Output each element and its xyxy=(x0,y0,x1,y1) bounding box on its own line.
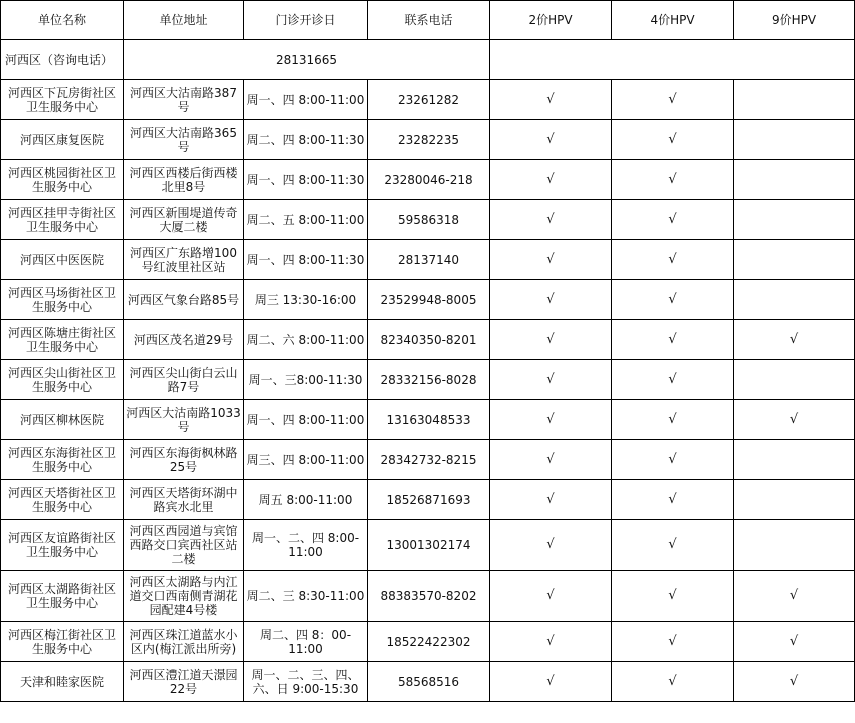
header-hpv4: 4价HPV xyxy=(612,1,734,40)
hpv9-cell xyxy=(734,520,855,571)
table-row xyxy=(1,200,855,240)
hpv2-cell: √ xyxy=(490,320,612,360)
hpv4-cell: √ xyxy=(612,360,734,400)
unit-address-cell: 河西区东海街枫林路25号 xyxy=(124,440,244,480)
unit-name-cell: 河西区梅江街社区卫生服务中心 xyxy=(1,622,124,662)
phone-cell: 58568516 xyxy=(368,662,490,702)
phone-cell: 28332156-8028 xyxy=(368,360,490,400)
clinic-days-cell: 周一、四 8:00-11:30 xyxy=(244,240,368,280)
hpv9-cell xyxy=(734,80,855,120)
table-row xyxy=(1,360,855,400)
table-row xyxy=(1,571,855,622)
hpv9-cell xyxy=(734,280,855,320)
hpv9-cell xyxy=(734,480,855,520)
table-row xyxy=(1,440,855,480)
unit-name-cell: 河西区中医医院 xyxy=(1,240,124,280)
district-row xyxy=(1,40,855,80)
hpv4-cell: √ xyxy=(612,400,734,440)
hpv2-cell: √ xyxy=(490,400,612,440)
hpv9-cell xyxy=(734,240,855,280)
unit-address-cell: 河西区尖山街白云山路7号 xyxy=(124,360,244,400)
hpv2-cell: √ xyxy=(490,80,612,120)
unit-name-cell: 河西区康复医院 xyxy=(1,120,124,160)
unit-address-cell: 河西区天塔街环湖中路宾水北里 xyxy=(124,480,244,520)
hpv2-cell: √ xyxy=(490,480,612,520)
table-row xyxy=(1,480,855,520)
unit-name-cell: 河西区天塔街社区卫生服务中心 xyxy=(1,480,124,520)
clinic-days-cell: 周二、三 8:30-11:00 xyxy=(244,571,368,622)
hpv4-cell: √ xyxy=(612,200,734,240)
unit-address-cell: 河西区大沽南路1033号 xyxy=(124,400,244,440)
phone-cell: 23261282 xyxy=(368,80,490,120)
clinic-days-cell: 周一、三8:00-11:30 xyxy=(244,360,368,400)
hpv2-cell: √ xyxy=(490,440,612,480)
header-row xyxy=(1,1,855,40)
hpv4-cell: √ xyxy=(612,280,734,320)
unit-name-cell: 河西区马场街社区卫生服务中心 xyxy=(1,280,124,320)
unit-address-cell: 河西区太湖路与内江道交口西南侧青湖花园配建4号楼 xyxy=(124,571,244,622)
table-row xyxy=(1,240,855,280)
phone-cell: 28137140 xyxy=(368,240,490,280)
clinic-days-cell: 周五 8:00-11:00 xyxy=(244,480,368,520)
unit-name-cell: 河西区东海街社区卫生服务中心 xyxy=(1,440,124,480)
hpv9-cell xyxy=(734,360,855,400)
hpv4-cell: √ xyxy=(612,480,734,520)
phone-cell: 23529948-8005 xyxy=(368,280,490,320)
table-row xyxy=(1,160,855,200)
unit-address-cell: 河西区广东路增100号红波里社区站 xyxy=(124,240,244,280)
hpv4-cell: √ xyxy=(612,662,734,702)
hpv4-cell: √ xyxy=(612,571,734,622)
hpv2-cell: √ xyxy=(490,120,612,160)
hpv9-cell xyxy=(734,120,855,160)
district-name: 河西区（咨询电话） xyxy=(1,40,124,80)
clinic-days-cell: 周二、五 8:00-11:00 xyxy=(244,200,368,240)
unit-name-cell: 河西区太湖路街社区卫生服务中心 xyxy=(1,571,124,622)
hpv9-cell: √ xyxy=(734,320,855,360)
unit-address-cell: 河西区西楼后街西楼北里8号 xyxy=(124,160,244,200)
hpv2-cell: √ xyxy=(490,520,612,571)
table-row xyxy=(1,280,855,320)
hpv9-cell: √ xyxy=(734,622,855,662)
unit-address-cell: 河西区大沽南路365号 xyxy=(124,120,244,160)
hpv2-cell: √ xyxy=(490,360,612,400)
hpv2-cell: √ xyxy=(490,280,612,320)
clinic-days-cell: 周一、二、四 8:00-11:00 xyxy=(244,520,368,571)
hpv2-cell: √ xyxy=(490,662,612,702)
table-row xyxy=(1,400,855,440)
unit-address-cell: 河西区澧江道天澋园22号 xyxy=(124,662,244,702)
hpv9-cell xyxy=(734,440,855,480)
unit-name-cell: 河西区下瓦房街社区卫生服务中心 xyxy=(1,80,124,120)
unit-address-cell: 河西区珠江道蓝水小区内(梅江派出所旁) xyxy=(124,622,244,662)
clinic-days-cell: 周二、四 8：00-11:00 xyxy=(244,622,368,662)
phone-cell: 28342732-8215 xyxy=(368,440,490,480)
phone-cell: 59586318 xyxy=(368,200,490,240)
phone-cell: 18526871693 xyxy=(368,480,490,520)
unit-name-cell: 天津和睦家医院 xyxy=(1,662,124,702)
header-unit-name: 单位名称 xyxy=(1,1,124,40)
phone-cell: 13001302174 xyxy=(368,520,490,571)
header-hpv2: 2价HPV xyxy=(490,1,612,40)
table-row xyxy=(1,520,855,571)
phone-cell: 13163048533 xyxy=(368,400,490,440)
unit-address-cell: 河西区新围堤道传奇大厦二楼 xyxy=(124,200,244,240)
clinic-days-cell: 周一、二、三、四、六、日 9:00-15:30 xyxy=(244,662,368,702)
hpv4-cell: √ xyxy=(612,440,734,480)
unit-name-cell: 河西区柳林医院 xyxy=(1,400,124,440)
hpv9-cell: √ xyxy=(734,571,855,622)
hpv2-cell: √ xyxy=(490,240,612,280)
clinic-days-cell: 周一、四 8:00-11:00 xyxy=(244,80,368,120)
hpv9-cell: √ xyxy=(734,400,855,440)
clinic-days-cell: 周一、四 8:00-11:30 xyxy=(244,160,368,200)
unit-name-cell: 河西区桃园街社区卫生服务中心 xyxy=(1,160,124,200)
header-phone: 联系电话 xyxy=(368,1,490,40)
hpv2-cell: √ xyxy=(490,571,612,622)
unit-name-cell: 河西区友谊路街社区卫生服务中心 xyxy=(1,520,124,571)
table-row xyxy=(1,320,855,360)
hpv4-cell: √ xyxy=(612,240,734,280)
district-phone: 28131665 xyxy=(124,40,490,80)
table-row xyxy=(1,662,855,702)
phone-cell: 88383570-8202 xyxy=(368,571,490,622)
header-unit-address: 单位地址 xyxy=(124,1,244,40)
unit-name-cell: 河西区挂甲寺街社区卫生服务中心 xyxy=(1,200,124,240)
hpv9-cell xyxy=(734,200,855,240)
clinic-days-cell: 周三、四 8:00-11:00 xyxy=(244,440,368,480)
hpv9-cell xyxy=(734,160,855,200)
clinic-days-cell: 周二、六 8:00-11:00 xyxy=(244,320,368,360)
hpv4-cell: √ xyxy=(612,622,734,662)
hpv2-cell: √ xyxy=(490,200,612,240)
unit-name-cell: 河西区陈塘庄街社区卫生服务中心 xyxy=(1,320,124,360)
phone-cell: 23282235 xyxy=(368,120,490,160)
unit-address-cell: 河西区茂名道29号 xyxy=(124,320,244,360)
clinic-days-cell: 周一、四 8:00-11:00 xyxy=(244,400,368,440)
table-row xyxy=(1,80,855,120)
phone-cell: 82340350-8201 xyxy=(368,320,490,360)
clinic-days-cell: 周二、四 8:00-11:30 xyxy=(244,120,368,160)
hpv9-cell: √ xyxy=(734,662,855,702)
district-empty xyxy=(490,40,855,80)
header-clinic-days: 门诊开诊日 xyxy=(244,1,368,40)
phone-cell: 18522422302 xyxy=(368,622,490,662)
unit-address-cell: 河西区气象台路85号 xyxy=(124,280,244,320)
hpv2-cell: √ xyxy=(490,622,612,662)
unit-address-cell: 河西区西园道与宾馆西路交口宾西社区站二楼 xyxy=(124,520,244,571)
hpv4-cell: √ xyxy=(612,520,734,571)
hpv4-cell: √ xyxy=(612,120,734,160)
table-row xyxy=(1,622,855,662)
hpv4-cell: √ xyxy=(612,80,734,120)
unit-address-cell: 河西区大沽南路387号 xyxy=(124,80,244,120)
header-hpv9: 9价HPV xyxy=(734,1,855,40)
hpv4-cell: √ xyxy=(612,320,734,360)
unit-name-cell: 河西区尖山街社区卫生服务中心 xyxy=(1,360,124,400)
table-row xyxy=(1,120,855,160)
hpv4-cell: √ xyxy=(612,160,734,200)
clinic-days-cell: 周三 13:30-16:00 xyxy=(244,280,368,320)
phone-cell: 23280046-218 xyxy=(368,160,490,200)
hpv2-cell: √ xyxy=(490,160,612,200)
